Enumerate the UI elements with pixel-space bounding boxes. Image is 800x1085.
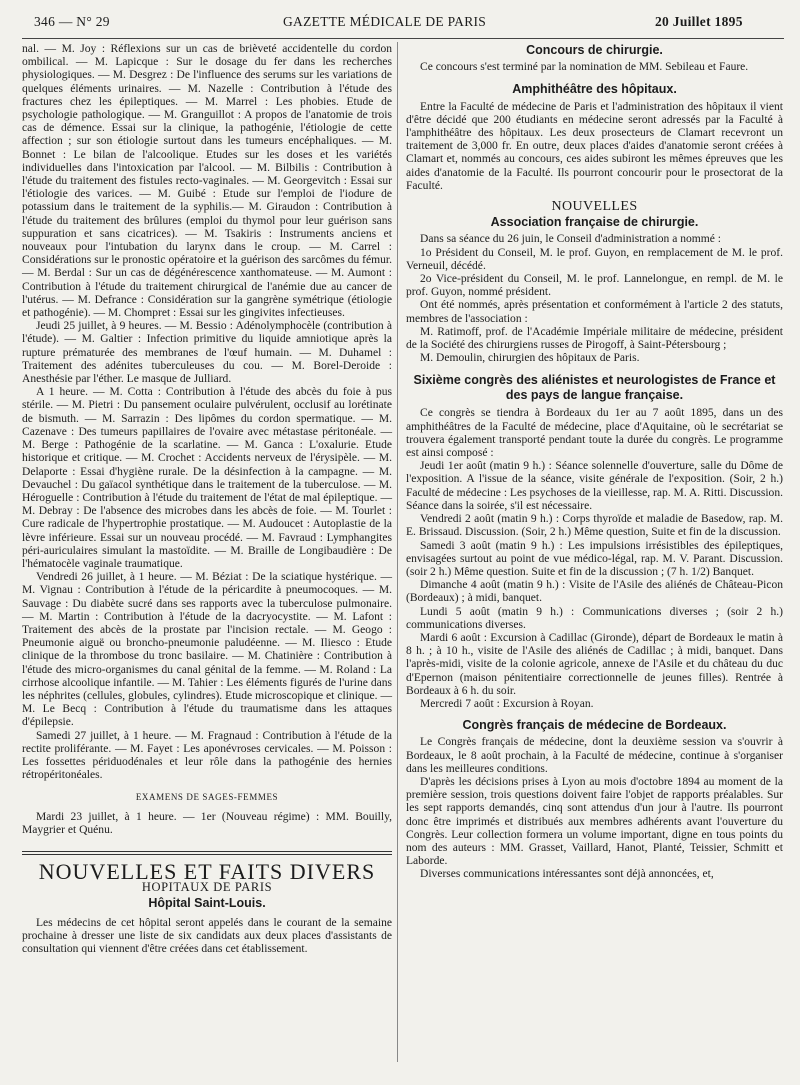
concours-title: Concours de chirurgie. — [526, 43, 663, 57]
column-divider — [397, 42, 398, 1062]
assoc-para-3: 2o Vice-président du Conseil, M. le prof. Lannelongue, en rempl. de M. le prof. Guyon, nommé président. — [406, 273, 783, 299]
thesis-saturday: Samedi 27 juillet, à 1 heure. — M. Fragnaud : Contribution à l'étude de la rectite proliférante. — M. Fayet : Les aponévroses cervicales. — M. Poisson : Les fossettes périduodénales et leur rôle dans la pathogénie des hernies rétropéritonéales. — [22, 729, 392, 782]
thesis-friday: Vendredi 26 juillet, à 1 heure. — M. Béziat : De la sciatique hystérique. — M. Vignau : Contribution à l'étude de la péricardite à pneumocoques. — M. Sauvage : Du diabète sucré dans ses rapports avec la tuberculose pulmonaire. — M. Martin : Contribution à l'étude de la dacryocystite. — M. Lafont : Traitement des abcès de la prostate par l'incision rectale. — M. Geogo : Pneumonie aiguë ou broncho-pneumonie paludéenne. — M. Iliesco : Etude clinique de la thrombose du tronc basilaire. — M. Chatinière : Contribution à l'étude des micro-organismes du canal génital de la femme. — M. Roland : La cirrhose alcoolique infantile. — M. Tahier : Les éléments figurés de l'urine dans les néphrites (cellules, globules, cylindres). Etude microscopique et clinique. — M. Le Becq : Contribution à l'étude du traumatisme dans les attaques d'épilepsie. — [22, 571, 392, 729]
header-rule — [22, 38, 784, 39]
exam-text: Mardi 23 juillet, à 1 heure. — 1er (Nouveau régime) : MM. Bouilly, Maygrier et Quénu. — [22, 810, 392, 836]
thesis-thursday-afternoon: A 1 heure. — M. Cotta : Contribution à l'étude des abcès du foie à pus stérile. — M. Pietri : Du pansement oculaire pulvérulent, occlusif au lorétinate de bismuth. — M. Sarrazin : Des lipômes du cordon spermatique. — M. Cazenave : Des tumeurs papillaires de l'ovaire avec métastase péritonéale. — M. Berge : Pathogénie de la scarlatine. — M. Ganca : L'oxalurie. Etude historique et critique. — M. Crochet : Accidents nerveux de l'érysipèle. — M. Delaporte : Essai d'hygiène rurale. De la désinfection à la campagne. — M. Devauchel : Du gaïacol synthétique dans le traitement de la tuberculose. — M. Héroguelle : Contribution à l'étude du traitement de l'état de mal épileptique. — M. Debray : De l'absence des microbes dans les abcès de foie. — M. Tourlet : Cure radicale de l'hypertrophie prostatique. — M. Audoucet : Autoplastie de la lèvre inférieure. Essai sur un nouveau procédé. — M. Favraud : Lymphangites péri-auriculaires simulant la mastoïdite. — M. Braille de Longibaudière : De l'hématocèle vaginale traumatique. — [22, 386, 392, 570]
assoc-para-6: M. Demoulin, chirurgien des hôpitaux de Paris. — [420, 352, 640, 365]
section-divider — [22, 851, 392, 855]
congres-para-8: Mercredi 7 août : Excursion à Royan. — [420, 697, 594, 710]
exam-section-title: EXAMENS DE SAGES-FEMMES — [135, 792, 279, 803]
nouvelles-heading: NOUVELLES — [551, 199, 638, 215]
bordeaux-para-1: Le Congrès français de médecine, dont la deuxième session va s'ouvrir à Bordeaux, le 8 août prochain, à la Faculté de médecine, continue à s'organiser dans les meilleures conditions. — [406, 736, 783, 775]
congres-para-5: Dimanche 4 août (matin 9 h.) : Visite de l'Asile des aliénés de Château-Picon (Bordeaux) ; à midi, banquet. — [406, 579, 783, 605]
congres-para-2: Jeudi 1er août (matin 9 h.) : Séance solennelle d'ouverture, salle du Dôme de l'exposition. A l'issue de la séance, visite générale de l'exposition. (Soir, 2 h.) Faculté de médecine : Les psychoses de la vieillesse, rap. M. A. Ritti. Discussion. Séance dans la soirée, s'il est nécessaire. — [406, 460, 783, 512]
bordeaux-para-2: D'après les décisions prises à Lyon au mois d'octobre 1894 au moment de la première session, trois questions doivent faire l'objet de rapports préalables. Sur les sept rapports demandés, cinq sont attendus d'un jour à l'autre. Ils pourront donc être imprimés et distribués aux membres adhérents avant l'ouverture du Congrès. Leur collection formera un volume important, digne en tous points du nom des auteurs : MM. Grasset, Vaillard, Hanot, Planté, Teissier, Schmitt et Laborde. — [406, 775, 783, 868]
assoc-para-4: Ont été nommés, après présentation et conformément à l'article 2 des statuts, membres de l'association : — [406, 299, 783, 325]
congres-para-4: Samedi 3 août (matin 9 h.) : Les impulsions irrésistibles des épileptiques, envisagées surtout au point de vue médico-légal, rap. M. V. Parant. Discussion. (soir 2 h.) Même question. Suite et fin de la discussion ; (7 h. 1/2) Banquet. — [406, 539, 783, 578]
congres-para-7: Mardi 6 août : Excursion à Cadillac (Gironde), départ de Bordeaux le matin à 8 h. ; à 10 h., visite de l'Asile des aliénés de Cadillac ; à midi, banquet. Dans l'après-midi, visite de la colonie agricole, annexe de l'Asile et du château du duc d'Epernon (maison pénitentiaire correctionnelle de jeunes filles). Rentrée à Bordeaux à 6 h. du soir. — [406, 631, 783, 697]
issue-date: 20 Juillet 1895 — [655, 14, 743, 29]
concours-text: Ce concours s'est terminé par la nomination de MM. Sebileau et Faure. — [420, 61, 749, 74]
congres-para-3: Vendredi 2 août (matin 9 h.) : Corps thyroïde et maladie de Basedow, rap. M. E. Brissaud. Discussion. (Soir, 2 h.) Même question, Suite et fin de la discussion. — [406, 513, 783, 539]
congres-para-1: Ce congrès se tiendra à Bordeaux du 1er au 7 août 1895, dans un des amphithéâtres de la Faculté de médecine, place d'Aquitaine, où le secrétariat se trouvera également transporté pendant toute la durée du congrès. Le programme est ainsi composé : — [406, 407, 783, 460]
hospitals-heading: HOPITAUX DE PARIS — [141, 880, 273, 895]
amphi-title: Amphithéâtre des hôpitaux. — [512, 82, 677, 97]
page-header — [0, 0, 800, 40]
assoc-para-5: M. Ratimoff, prof. de l'Académie Impériale militaire de médecine, président de la Société des chirurgiens russes de Pirogoff, à Saint-Pétersbourg ; — [406, 325, 783, 352]
hospital-text: Les médecins de cet hôpital seront appelés dans le courant de la semaine prochaine à dresser une liste de six candidats aux deux places d'assistants de consultation qui viennent d'être créées dans cet établissement. — [22, 916, 392, 955]
bordeaux-title: Congrès français de médecine de Bordeaux. — [462, 718, 727, 733]
left-column — [22, 43, 392, 956]
assoc-para-2: 1o Président du Conseil, M. le prof. Guyon, en remplacement de M. le prof. Verneuil, décédé. — [406, 246, 783, 272]
hospital-heading: Hôpital Saint-Louis. — [148, 896, 266, 911]
amphi-text: Entre la Faculté de médecine de Paris et l'administration des hôpitaux il vient d'être décidé que 200 étudiants en médecine seront adressés par la Faculté à l'amphithéâtre des hôpitaux. Les deux prosecteurs de Clamart recevront un traitement de 3,000 fr. En outre, deux places d'aides d'anatomie seront créées à Clamart et, nommés au concours, ces aides subiront les mêmes épreuves que les aides d'anatomie de la Faculté. Ils pourront concourir pour le prosectorat de la Faculté. — [406, 100, 783, 192]
thesis-list-continued: nal. — M. Joy : Réflexions sur un cas de brièveté accidentelle du cordon ombilical. — M. Lapicque : Sur le dosage du fer dans les recherches physiologiques. — M. Desgrez : De l'influence des serums sur les variations de quelques éléments urinaires. — M. Nazelle : Contribution à l'étude des fractures chez les épileptiques. — M. Marrel : Les phobies. Etude de psychologie pathologique. — M. Granguillot : A propos de l'anatomie de trois cas de démence. Essai sur la clinique, la pathogénie, l'étiologie de cette affection ; sur son étiologie surtout dans les tumeurs encéphaliques. — M. Bonnet : Le bilan de l'alcoolique. Etudes sur les doses et les variétés individuelles dans l'intoxication par l'alcool. — M. Bilbilis : Contribution à l'étude du traitement des fistules recto-vaginales. — M. Georgevitch : Essai sur l'étiologie des varices. — M. Guibé : Etude sur l'emploi de l'iodure de potassium dans le traitement de la syphilis.— M. Giraudon : Contribution à l'étude du traitement des brûlures (emploi du thymol pour leur guérison sans suppuration et sans cicatrices). — M. Tsakiris : Instruments anciens et nouveaux pour l'intubation du larynx dans le croup. — M. Carrel : Considérations sur le pronostic opératoire et la guérison des sarcômes du fémur. — M. Berdal : Sur un cas de dégénérescence xanthomateuse. — M. Aumont : Contribution à l'étude du traitement chirurgical de l'anémie due au cancer de l'utérus. — M. Defrance : Considération sur la gangrène symétrique (étiologie et pathogénie). — M. Chompret : Essai sur les gingivites infectieuses. — [22, 43, 392, 320]
journal-title: GAZETTE MÉDICALE DE PARIS — [283, 14, 487, 29]
congres-para-6: Lundi 5 août (matin 9 h.) : Communications diverses ; (soir 2 h.) communications diverses. — [406, 605, 783, 631]
assoc-title: Association française de chirurgie. — [490, 215, 699, 230]
thesis-thursday: Jeudi 25 juillet, à 9 heures. — M. Bessio : Adénolymphocèle (contribution à l'étude). — M. Galtier : Infection primitive du liquide amniotique après la rupture prématurée des membranes de l'œuf humain. — M. Duhamel : Traitement des adénites tuberculeuses du cou. — M. Borel-Deroide : Anesthésie par l'éther. Le masque de Julliard. — [22, 320, 392, 386]
section-big-title: NOUVELLES ET FAITS DIVERS — [38, 858, 376, 884]
assoc-para-1: Dans sa séance du 26 juin, le Conseil d'administration a nommé : — [420, 233, 721, 246]
congres-title: Sixième congrès des aliénistes et neurologistes de France et des pays de langue française. — [413, 373, 776, 403]
bordeaux-para-3: Diverses communications intéressantes sont déjà annoncées, et, — [420, 868, 714, 881]
page-number: 346 — N° 29 — [34, 14, 110, 29]
right-column — [406, 43, 783, 882]
